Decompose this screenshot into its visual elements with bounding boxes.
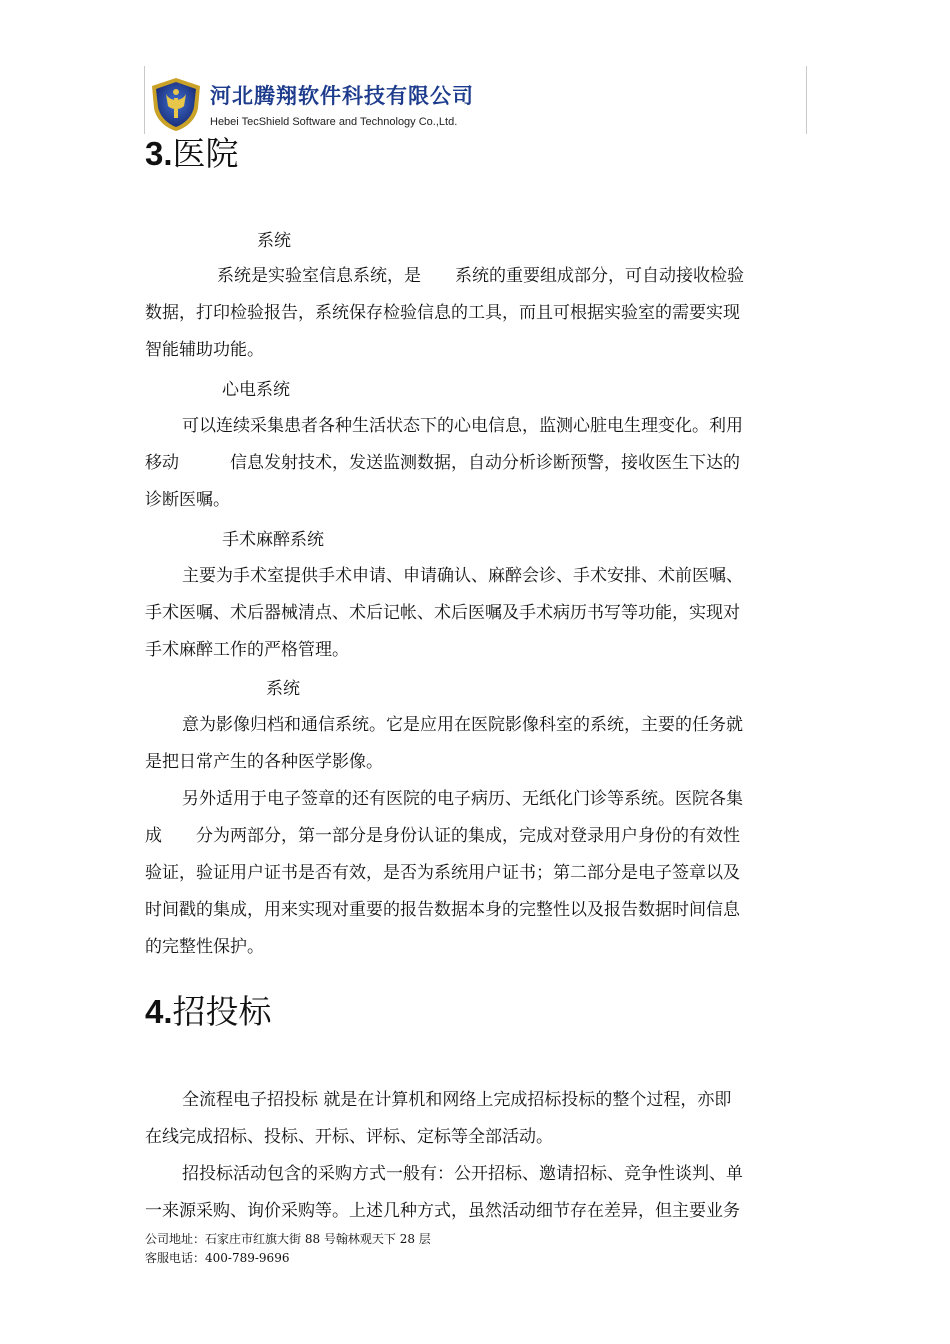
paragraph-line: 是把日常产生的各种医学影像。	[145, 752, 383, 772]
ecg-paragraph	[145, 408, 806, 519]
paragraph-line: 主要为手术室提供手术申请、申请确认、麻醉会诊、手术安排、术前医嘱、	[182, 566, 743, 586]
paragraph-line: 系统是实验室信息系统，是 系统的重要组成部分，可自动接收检验	[217, 266, 744, 286]
paragraph-line: 手术麻醉工作的严格管理。	[145, 640, 349, 660]
surgery-label: 手术麻醉系统	[222, 530, 324, 550]
company-name-cn: 河北腾翔软件科技有限公司	[210, 84, 474, 108]
lis-label: 系统	[257, 231, 291, 251]
section-4-number: 4.	[145, 993, 173, 1030]
paragraph-line: 另外适用于电子签章的还有医院的电子病历、无纸化门诊等系统。医院各集	[182, 789, 743, 809]
pacs-label: 系统	[266, 679, 300, 699]
paragraph-line: 招投标活动包含的采购方式一般有：公开招标、邀请招标、竞争性谈判、单	[182, 1164, 743, 1184]
esign-paragraph	[145, 781, 806, 966]
paragraph-line: 在线完成招标、投标、开标、评标、定标等全部活动。	[145, 1127, 553, 1147]
paragraph-line: 成 分为两部分，第一部分是身份认证的集成，完成对登录用户身份的有效性	[145, 826, 740, 846]
paragraph-line: 可以连续采集患者各种生活状态下的心电信息，监测心脏电生理变化。利用	[182, 416, 743, 436]
paragraph-line: 移动 信息发射技术，发送监测数据，自动分析诊断预警，接收医生下达的	[145, 453, 740, 473]
bidding-paragraph-2	[145, 1156, 806, 1230]
section-3-number: 3.	[145, 135, 173, 172]
paragraph-line: 数据，打印检验报告，系统保存检验信息的工具，而且可根据实验室的需要实现	[145, 303, 740, 323]
pacs-paragraph	[145, 707, 806, 781]
paragraph-line: 手术医嘱、术后器械清点、术后记帐、术后医嘱及手术病历书写等功能，实现对	[145, 603, 740, 623]
section-4-heading	[145, 992, 272, 1032]
section-3-heading	[145, 134, 239, 174]
surgery-paragraph	[145, 558, 806, 669]
footer-phone: 客服电话：400-789-9696	[145, 1251, 290, 1265]
paragraph-line: 智能辅助功能。	[145, 340, 264, 360]
lis-paragraph	[145, 258, 806, 369]
paragraph-line: 一来源采购、询价采购等。上述几种方式，虽然活动细节存在差异，但主要业务	[145, 1201, 740, 1221]
header-divider-right	[806, 66, 807, 134]
ecg-label: 心电系统	[222, 380, 290, 400]
paragraph-line: 全流程电子招投标 就是在计算机和网络上完成招标投标的整个过程，亦即	[182, 1090, 732, 1110]
header-divider-left	[144, 66, 145, 134]
paragraph-line: 诊断医嘱。	[145, 490, 230, 510]
paragraph-line: 验证，验证用户证书是否有效，是否为系统用户证书；第二部分是电子签章以及	[145, 863, 740, 883]
section-3-title: 医院	[172, 134, 239, 173]
footer-address: 公司地址：石家庄市红旗大街 88 号翰林观天下 28 层	[145, 1232, 431, 1246]
paragraph-line: 的完整性保护。	[145, 937, 264, 957]
company-logo-icon	[148, 76, 204, 132]
company-name-en: Hebei TecShield Software and Technology Co.,Ltd.	[210, 116, 458, 128]
paragraph-line: 意为影像归档和通信系统。它是应用在医院影像科室的系统，主要的任务就	[182, 715, 743, 735]
bidding-paragraph-1	[145, 1082, 806, 1156]
paragraph-line: 时间戳的集成，用来实现对重要的报告数据本身的完整性以及报告数据时间信息	[145, 900, 740, 920]
section-4-title: 招投标	[172, 992, 272, 1031]
